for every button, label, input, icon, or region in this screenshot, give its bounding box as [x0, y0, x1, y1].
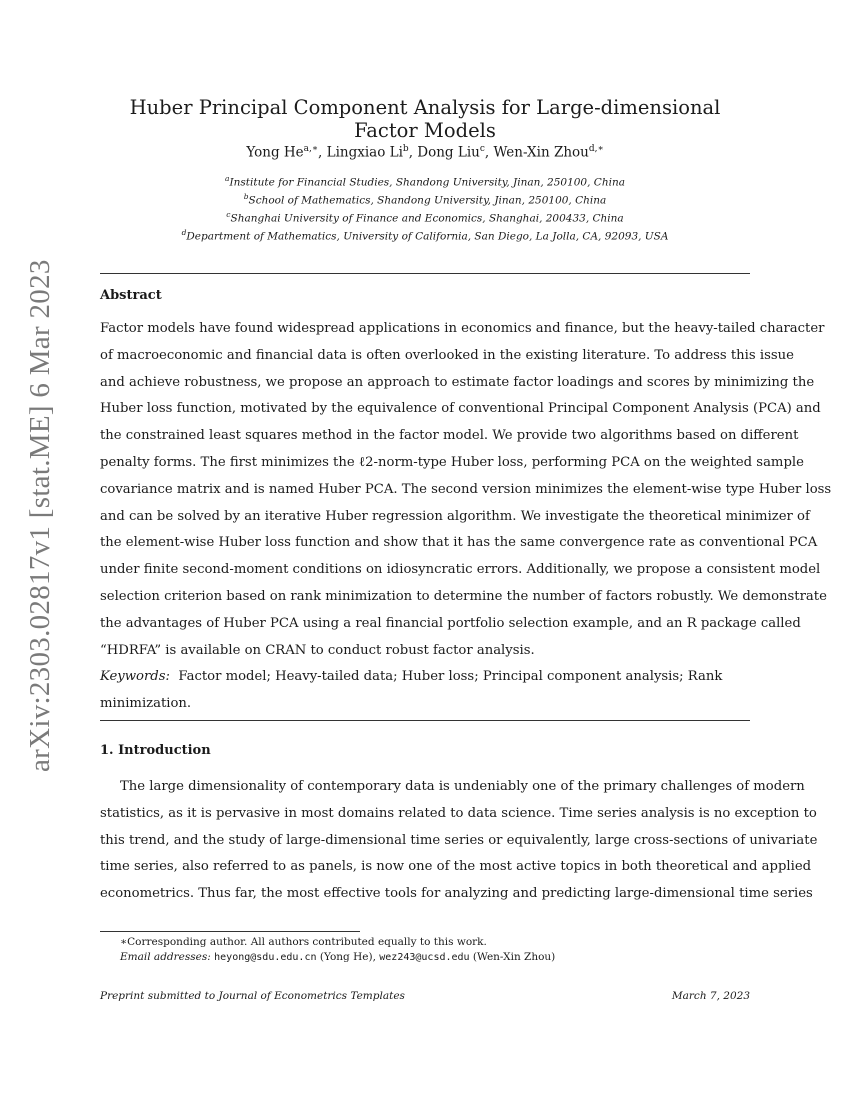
abstract-line: and achieve robustness, we propose an approach to estimate factor loadings and scores by minimizing the — [100, 374, 815, 390]
preprint-note: Preprint submitted to Journal of Econometrics Templates — [100, 990, 405, 1002]
keywords-text: Factor model; Heavy-tailed data; Huber loss; Principal component analysis; Rank — [178, 669, 723, 685]
introduction-body — [100, 774, 818, 908]
footnote-rule — [100, 931, 360, 932]
author-name: Wen-Xin Zhou — [493, 144, 589, 161]
abstract-bottom-rule — [100, 720, 750, 721]
abstract-line: Factor models have found widespread applications in economics and finance, but the heavy-tailed character — [100, 321, 825, 336]
author-list: Yong $He^{a,∗}$, Lingxiao Li$^b$, Dong Liu$^c$, Wen-Xin Zhou$^{d,∗}$ — [246, 144, 604, 161]
author-name: Dong Liu — [417, 144, 480, 161]
date-note: March 7, 2023 — [671, 990, 750, 1002]
affiliation-list — [100, 172, 750, 244]
abstract-line: covariance matrix and is named Huber PCA. The second version minimizes the element-wise type Huber loss — [100, 481, 832, 497]
affiliation — [100, 190, 750, 208]
keywords-line — [100, 664, 750, 691]
abstract-line: and can be solved by an iterative Huber regression algorithm. We investigate the theoretical minimizer of — [100, 508, 810, 524]
affiliation-text: Institute for Financial Studies, Shandong University, Jinan, 250100, China — [229, 176, 625, 189]
affiliation-text: Department of Mathematics, University of California, San Diego, La Jolla, CA, 92093, USA — [186, 230, 669, 243]
affiliation-mark: c — [226, 210, 231, 219]
abstract-line: the advantages of Huber PCA using a real financial portfolio selection example, and an R package called — [100, 615, 801, 631]
abstract-line: the constrained least squares method in the factor model. We provide two algorithms based on different — [100, 428, 799, 444]
email-link[interactable]: heyong@sdu.edu.cn — [214, 952, 317, 963]
abstract-line: the element-wise Huber loss function and show that it has the same convergence rate as conventional PCA — [100, 535, 818, 551]
affiliation-text: School of Mathematics, Shandong University, Jinan, 250100, China — [248, 194, 607, 207]
affiliation — [100, 172, 750, 190]
abstract-body — [100, 316, 832, 718]
paper-title: Huber Principal Component Analysis for Large-dimensional Factor Models — [129, 96, 721, 142]
intro-line: The large dimensionality of contemporary data is undeniably one of the primary challenges of modern — [120, 779, 805, 794]
abstract-line: Huber loss function, motivated by the equivalence of conventional Principal Component Analysis (PCA) and — [100, 401, 821, 417]
abstract-line: selection criterion based on rank minimization to determine the number of factors robustly. We demonstrate — [100, 588, 827, 604]
intro-line: time series, also referred to as panels, is now one of the most active topics in both theoretical and applied — [100, 859, 812, 875]
email-note — [120, 950, 555, 965]
affiliation — [100, 208, 750, 226]
author-name: Yong He — [246, 144, 304, 161]
abstract-line: under finite second-moment conditions on idiosyncratic errors. Additionally, we propose a consistent model — [100, 562, 821, 578]
author-mark: a,∗ — [303, 144, 319, 154]
abstract-line: “HDRFA” is available on CRAN to conduct robust factor analysis. — [100, 642, 535, 658]
abstract-top-rule — [100, 273, 750, 274]
author-mark: b — [402, 144, 409, 154]
author-mark: c — [479, 144, 485, 154]
author-mark: d,∗ — [588, 144, 604, 154]
affiliation — [100, 226, 750, 244]
abstract-line: of macroeconomic and financial data is often overlooked in the existing literature. To address this issue — [100, 347, 794, 363]
footnotes — [120, 935, 555, 965]
affiliation-mark: d — [181, 228, 187, 237]
email-owner: (Yong He), — [319, 951, 376, 963]
affiliation-mark: b — [243, 192, 249, 201]
arxiv-sidebar-stamp: arXiv:2303.02817v1 [stat.ME] 6 Mar 2023 — [24, 259, 56, 772]
introduction-heading: 1. Introduction — [100, 743, 211, 758]
affiliation-mark: a — [225, 174, 230, 183]
abstract-heading: Abstract — [100, 288, 162, 303]
intro-line: econometrics. Thus far, the most effective tools for analyzing and predicting large-dimensional time series — [100, 886, 813, 902]
keywords-line: minimization. — [100, 696, 192, 712]
email-label: Email addresses: — [120, 951, 211, 963]
author-name: Lingxiao Li — [326, 144, 403, 161]
affiliation-text: Shanghai University of Finance and Economics, Shanghai, 200433, China — [230, 212, 624, 225]
email-owner: (Wen-Xin Zhou) — [472, 951, 556, 963]
intro-line: this trend, and the study of large-dimensional time series or equivalently, large cross-sections of univariate — [100, 832, 818, 848]
abstract-line: penalty forms. The first minimizes the ℓ2-norm-type Huber loss, performing PCA on the weighted sample — [100, 454, 804, 470]
intro-line: statistics, as it is pervasive in most domains related to data science. Time series analysis is no exception to — [100, 805, 817, 821]
keywords-label: Keywords: — [100, 669, 170, 685]
email-link[interactable]: wez243@ucsd.edu — [379, 952, 470, 963]
corresponding-author-note: ∗Corresponding author. All authors contributed equally to this work. — [120, 936, 487, 948]
